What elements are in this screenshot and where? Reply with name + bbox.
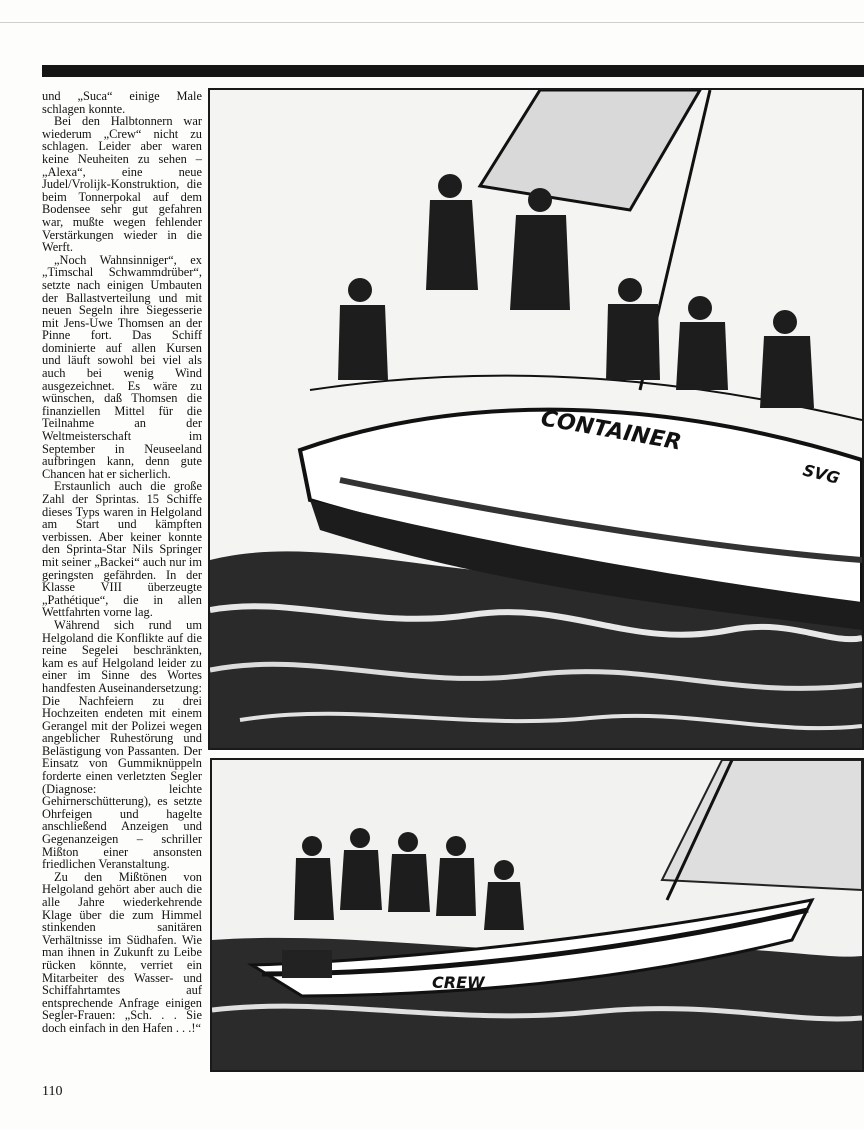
hull-lettering-svg: SVG — [801, 460, 842, 488]
article-column — [42, 90, 202, 1035]
article-paragraph-2: Bei den Halbtonnern war wiederum „Crew“ nicht zu schlagen. Leider aber waren keine Neuheiten zu sehen – „Alexa“, eine neue Judel/Vrolijk-Konstruktion, die beim Tonnerpokal auf dem Bodensee sehr gut gefahren war, mußte wegen fehlender Verstärkungen wieder in die Werft. — [42, 114, 202, 255]
page-number: 110 — [42, 1084, 63, 1099]
article-paragraph-6: Zu den Mißtönen von Helgoland gehört aber auch die alle Jahre wiederkehrende Klage über die zum Himmel stinkenden sanitären Verhältnisse im Südhafen. Wie man ihnen in Zukunft zu Leibe rücken könnte, verriet ein Mitarbeiter des Wasser- und Schiffahrtamtes auf entsprechende Anfrage einigen Segler-Frauen: „Sch. . . Sie doch einfach in den Hafen . . .!“ — [42, 869, 202, 1035]
article-paragraph-3: „Noch Wahnsinniger“, ex „Timschal Schwammdrüber“, setzte nach einigen Umbauten der Ballastverteilung und mit neuen Segeln ihre Siegesserie mit Jens-Uwe Thomsen an der Pinne fort. Das Schiff dominierte auf allen Kursen und läuft sowohl bei viel als auch bei wenig Wind ausgezeichnet. Es wäre zu wünschen, daß Thomsen die finanziellen Mittel für die Teilnahme an der Weltmeisterschaft im September in Neuseeland aufbringen kann, denn gute Chancen hat er sicherlich. — [42, 252, 202, 481]
hull-lettering-crew: CREW — [432, 973, 485, 992]
article-paragraph-4: Erstaunlich auch die große Zahl der Sprintas. 15 Schiffe dieses Typs waren in Helgoland am Start und kämpften verbissen. Aber keiner konnte den Sprinta-Star Nils Springer mit seiner „Backei“ auch nur im geringsten gefährden. In der Klasse VIII überzeugte „Pathétique“, die in allen Wettfahrten vorne lag. — [42, 479, 202, 620]
article-paragraph-1: und „Suca“ einige Male schlagen konnte. — [42, 89, 202, 116]
photo-yacht-container — [208, 88, 864, 750]
header-rule — [42, 65, 864, 77]
yacht-crew-illustration — [212, 760, 862, 1070]
hull-lettering-container: CONTAINER — [538, 406, 684, 456]
photo-yacht-crew — [210, 758, 864, 1072]
page-top-line — [0, 22, 864, 23]
article-paragraph-5: Während sich rund um Helgoland die Konflikte auf die reine Segelei beschränkten, kam es auf Helgoland leider zu einer im Sinne des Wortes handfesten Auseinandersetzung: Die Nachfeiern zu drei Hochzeiten endeten mit einem Gerangel mit der Polizei wegen angeblicher Ruhestörung und Belästigung von Passanten. Der Einsatz von Gummiknüppeln forderte einen verletzten Segler (Diagnose: leichte Gehirnerschütterung), es setzte Ohrfeigen und hagelte anschließend Anzeigen und Gegenanzeigen – schriller Mißton einer ansonsten friedlichen Veranstaltung. — [42, 617, 202, 872]
yacht-container-illustration — [210, 90, 862, 748]
